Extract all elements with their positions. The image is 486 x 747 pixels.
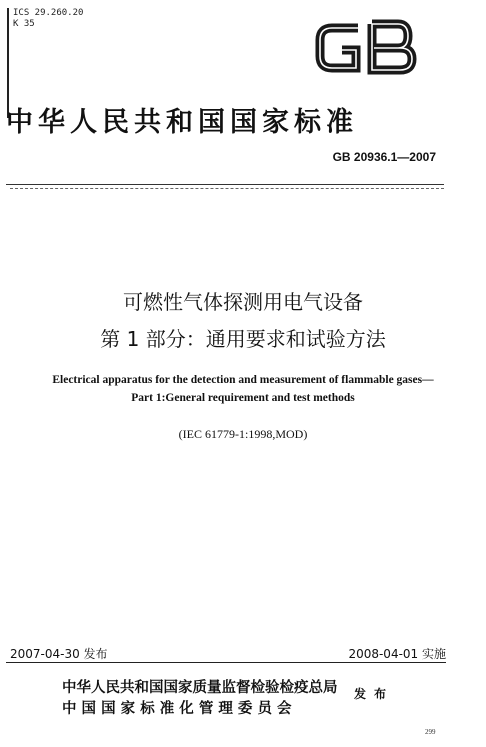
chinese-title-line2: 第 1 部分：通用要求和试验方法 [100, 327, 386, 351]
ccs-code: K 35 [13, 19, 35, 29]
header-rule [6, 184, 444, 185]
footer-rule [6, 662, 446, 663]
english-title-line2: Part 1:General requirement and test methods [131, 392, 355, 404]
page-number: 299 [425, 728, 436, 736]
english-title-line1: Electrical apparatus for the detection and measurement of flammable gases— [52, 374, 434, 386]
national-standard-title: 中华人民共和国国家标准 [6, 107, 358, 138]
issuer-aqsiq: 中华人民共和国国家质量监督检验检疫总局 [62, 679, 338, 696]
issuer-sac: 中 国 国 家 标 准 化 管 理 委 员 会 [62, 700, 292, 717]
publish-label: 发布 [354, 687, 395, 701]
chinese-title-line1: 可燃性气体探测用电气设备 [123, 290, 363, 314]
gb-logo [312, 14, 420, 80]
implementation-date: 2008-04-01 实施 [348, 647, 446, 661]
iec-equivalence: (IEC 61779-1:1998,MOD) [178, 427, 308, 441]
document-number: GB 20936.1—2007 [332, 150, 436, 164]
ics-code: ICS 29.260.20 [13, 8, 84, 18]
header-rule-dashed [10, 188, 444, 189]
issue-date: 2007-04-30 发布 [10, 647, 108, 661]
